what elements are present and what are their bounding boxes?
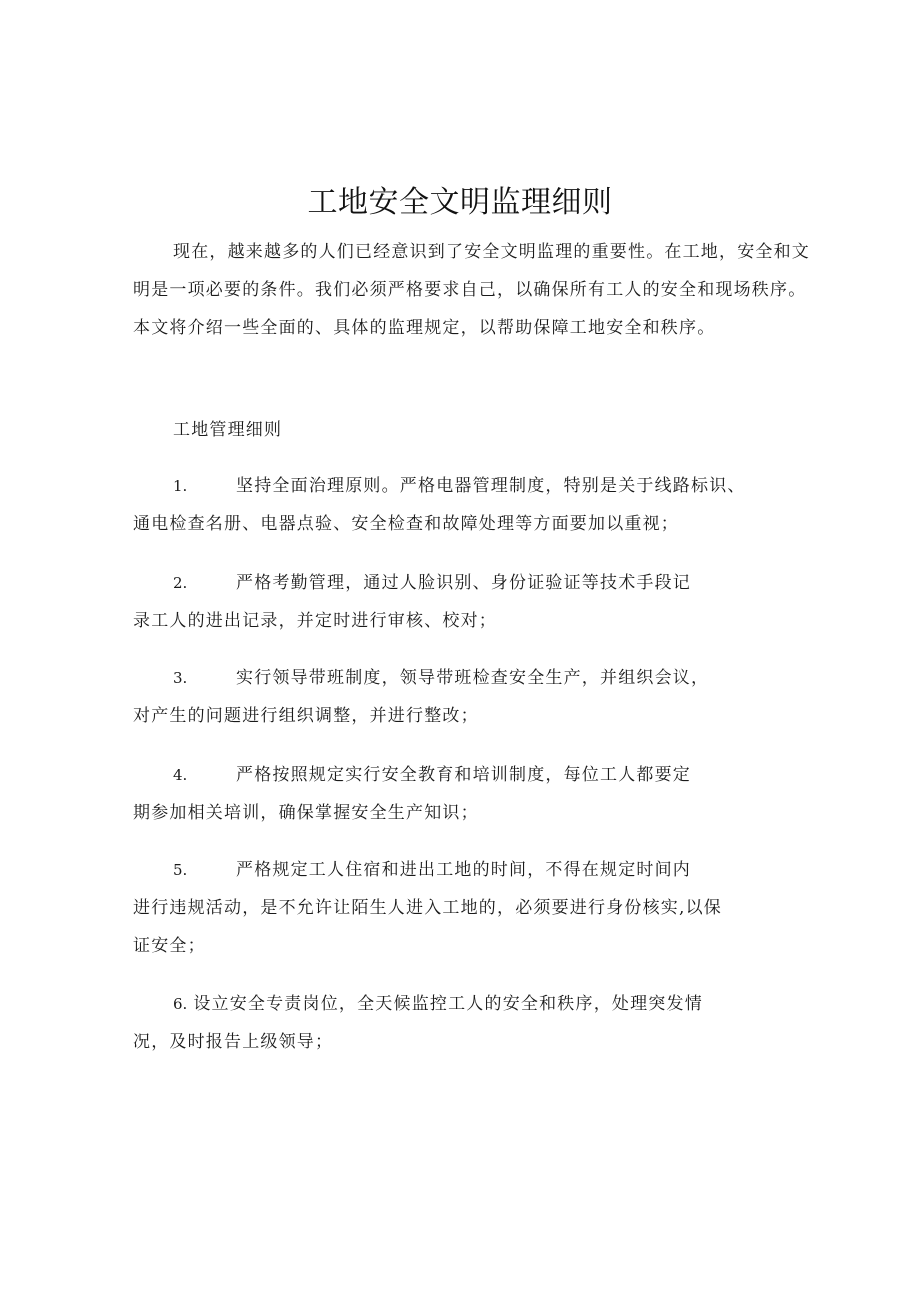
document-title: 工地安全文明监理细则 <box>307 185 613 220</box>
rule-item-2 <box>133 564 823 640</box>
rule-line <box>133 659 823 697</box>
rule-line <box>133 564 823 602</box>
rule-item-1 <box>133 467 823 543</box>
rule-text-continued: 证安全； <box>133 936 206 956</box>
rule-item-5 <box>133 851 823 965</box>
rule-text: 设立安全专责岗位，全天候监控工人的安全和秩序，处理突发情 <box>193 994 703 1014</box>
rule-text-continued: 录工人的进出记录，并定时进行审核、校对； <box>133 611 497 631</box>
rule-number: 2. <box>173 574 188 592</box>
rule-line <box>133 851 823 889</box>
rule-number: 1. <box>173 477 188 495</box>
rule-item-3 <box>133 659 823 735</box>
rule-text-continued: 况，及时报告上级领导； <box>133 1032 334 1052</box>
rule-item-4 <box>133 756 823 832</box>
rule-text-continued: 对产生的问题进行组织调整，并进行整改； <box>133 706 479 726</box>
rule-number: 5. <box>173 861 188 879</box>
rule-number: 4. <box>173 766 188 784</box>
rule-number: 3. <box>173 669 188 687</box>
rule-line <box>133 756 823 794</box>
intro-paragraph: 现在，越来越多的人们已经意识到了安全文明监理的重要性。在工地，安全和文明是一项必要的条件。我们必须严格要求自己，以确保所有工人的安全和现场秩序。本文将介绍一些全面的、具体的监理规定，以帮助保障工地安全和秩序。 <box>133 242 810 338</box>
rule-line <box>133 985 823 1023</box>
rule-line <box>133 467 823 505</box>
rule-text: 坚持全面治理原则。严格电器管理制度，特别是关于线路标识、 <box>236 476 746 496</box>
rule-text: 严格按照规定实行安全教育和培训制度，每位工人都要定 <box>236 765 691 785</box>
rule-text-continued: 期参加相关培训，确保掌握安全生产知识； <box>133 803 479 823</box>
rule-text: 严格规定工人住宿和进出工地的时间，不得在规定时间内 <box>236 860 691 880</box>
rule-text: 实行领导带班制度，领导带班检查安全生产，并组织会议， <box>236 668 710 688</box>
rule-item-6 <box>133 985 823 1061</box>
rule-text-continued: 通电检查名册、电器点验、安全检查和故障处理等方面要加以重视； <box>133 514 679 534</box>
rule-text: 严格考勤管理，通过人脸识别、身份证验证等技术手段记 <box>236 573 691 593</box>
section-heading: 工地管理细则 <box>173 420 283 440</box>
rule-text-continued: 进行违规活动，是不允许让陌生人进入工地的，必须要进行身份核实,以保 <box>133 898 723 918</box>
rule-number: 6. <box>173 995 188 1013</box>
